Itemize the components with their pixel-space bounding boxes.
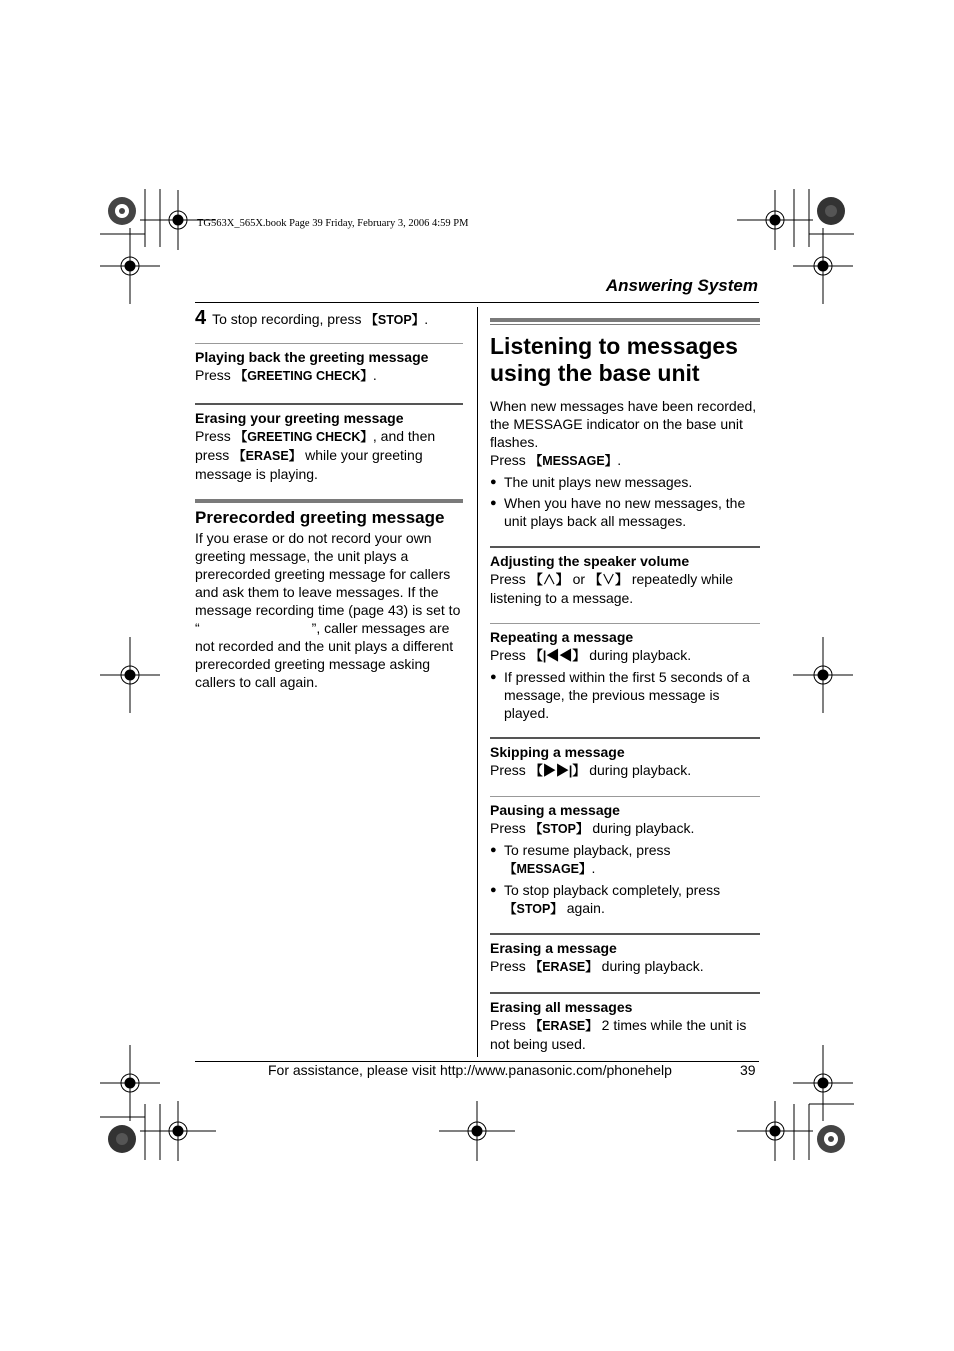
file-info-header: TG563X_565X.book Page 39 Friday, February 3, 2006 4:59 PM: [197, 218, 469, 229]
prerecorded-section: [195, 507, 463, 691]
bullet-icon: ●: [490, 844, 497, 856]
intro-bullets: [490, 473, 760, 530]
erase-message-title: Erasing a message: [490, 940, 617, 956]
list-item: ● If pressed within the first 5 seconds of a message, the previous message is played.: [490, 669, 750, 721]
erasing-greeting-section: [195, 409, 463, 483]
divider: [490, 933, 760, 935]
erase-key: 【ERASE】: [529, 960, 598, 974]
section-title: Answering System: [605, 276, 758, 295]
list-item: ● When you have no new messages, the unit plays back all messages.: [490, 495, 746, 529]
stop-key: 【STOP】: [529, 822, 589, 836]
erasing-greeting-title: Erasing your greeting message: [195, 410, 404, 426]
left-column: [195, 306, 463, 691]
erase-key: 【ERASE】: [529, 1019, 598, 1033]
intro-press: Press 【MESSAGE】.: [490, 452, 622, 468]
prerecorded-heading: Prerecorded greeting message: [195, 508, 445, 527]
divider: [490, 796, 760, 797]
skip-section: [490, 743, 760, 780]
bullet-icon: ●: [490, 671, 497, 683]
skip-text: Press 【▶▶|】 during playback.: [490, 762, 692, 778]
erase-all-text: Press 【ERASE】 2 times while the unit is not being used.: [490, 1017, 747, 1052]
speaker-volume-text: Press 【∧】 or 【∨】 repeatedly while listening to a message.: [490, 571, 734, 606]
erase-all-section: [490, 998, 760, 1053]
stop-key: 【STOP】: [504, 902, 563, 916]
message-key: 【MESSAGE】: [504, 862, 592, 876]
playback-text: Press 【GREETING CHECK】.: [195, 367, 377, 383]
bullet-icon: ●: [490, 476, 497, 488]
greeting-check-key: 【GREETING CHECK】: [234, 430, 373, 444]
skip-title: Skipping a message: [490, 744, 625, 760]
section-bar: [195, 499, 463, 503]
down-key: 【∨】: [588, 572, 628, 587]
step-4: [195, 308, 463, 329]
list-item: ● To resume playback, press 【MESSAGE】.: [490, 842, 671, 876]
playback-title: Playing back the greeting message: [195, 349, 429, 365]
step-number: 4: [195, 307, 207, 329]
right-column: [490, 318, 760, 1053]
bullet-icon: ●: [490, 497, 497, 509]
prerecorded-body-2: “ ”, caller messages are not recorded and the unit plays a different prerecorded greeting message asking callers to call again.: [195, 620, 454, 690]
page-heading: Listening to messages using the base unit: [490, 333, 738, 386]
playback-section: [195, 348, 463, 385]
stop-key: 【STOP】: [365, 313, 425, 327]
repeat-text: Press 【|◀◀】 during playback.: [490, 647, 692, 663]
intro-text: When new messages have been recorded, the MESSAGE indicator on the base unit flashes.: [490, 398, 757, 450]
up-key: 【∧】: [529, 572, 569, 587]
pause-section: [490, 801, 760, 918]
divider: [490, 992, 760, 994]
prerecorded-body-1: If you erase or do not record your own greeting message, the unit plays a prerecorded greeting message for callers and ask them to leave messages. If the message recording time (page 43) is set to: [195, 530, 461, 618]
pause-text: Press 【STOP】 during playback.: [490, 820, 695, 836]
speaker-volume-title: Adjusting the speaker volume: [490, 553, 690, 569]
pause-title: Pausing a message: [490, 802, 620, 818]
erase-all-title: Erasing all messages: [490, 999, 633, 1015]
erase-message-text: Press 【ERASE】 during playback.: [490, 958, 704, 974]
repeat-section: [490, 628, 760, 722]
divider: [195, 403, 463, 405]
speaker-volume-section: [490, 552, 760, 607]
page-number: 39: [740, 1062, 756, 1078]
list-item: ● To stop playback completely, press 【STOP】 again.: [490, 882, 721, 916]
section-bar-thin: [490, 324, 760, 325]
divider: [195, 343, 463, 344]
list-item: ● The unit plays new messages.: [490, 474, 693, 490]
step-text: To stop recording, press 【STOP】.: [212, 311, 429, 327]
repeat-title: Repeating a message: [490, 629, 634, 645]
assistance-footer: For assistance, please visit http://www.panasonic.com/phonehelp: [268, 1062, 672, 1078]
bullet-icon: ●: [490, 884, 497, 896]
column-divider: [477, 307, 478, 1057]
divider: [490, 737, 760, 739]
skip-key: 【▶▶|】: [529, 763, 586, 778]
message-key: 【MESSAGE】: [529, 454, 618, 468]
erasing-greeting-text: Press 【GREETING CHECK】, and then press 【ERASE】 while your greeting message is playing.: [195, 428, 436, 482]
header-rule: [195, 302, 759, 303]
greeting-check-key: 【GREETING CHECK】: [234, 369, 373, 383]
repeat-key: 【|◀◀】: [529, 648, 586, 663]
section-bar: [490, 318, 760, 322]
erase-key: 【ERASE】: [233, 449, 302, 463]
erase-message-section: [490, 939, 760, 976]
divider: [490, 546, 760, 548]
divider: [490, 623, 760, 624]
